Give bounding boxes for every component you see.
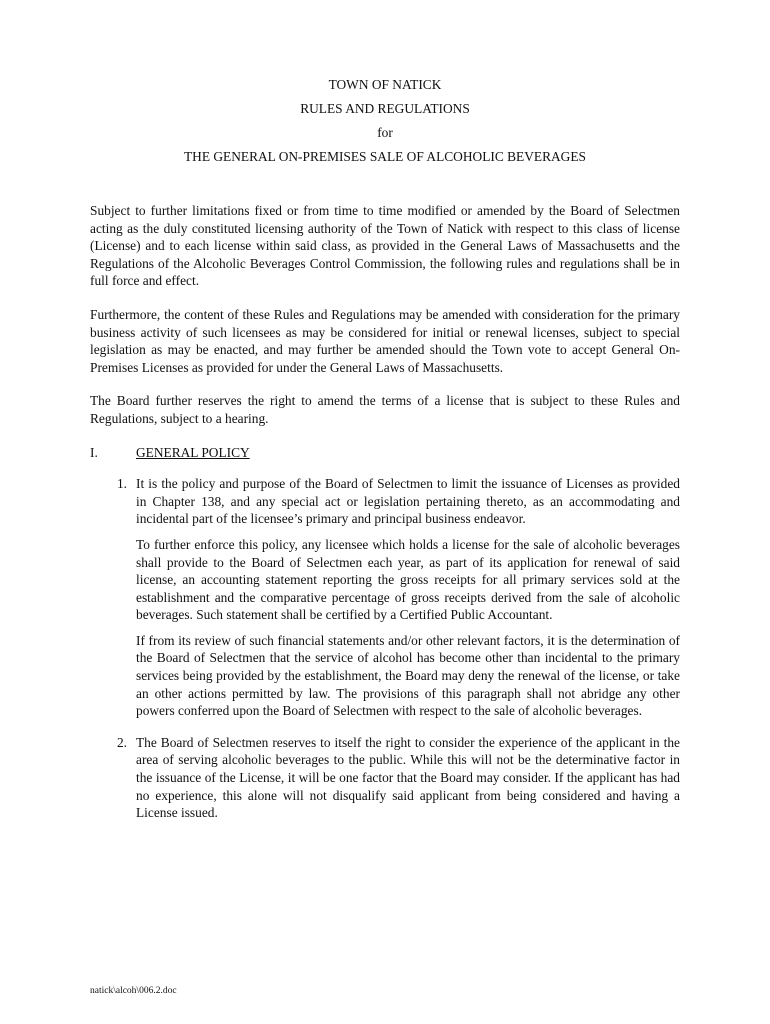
list-item-number: 2.: [116, 734, 127, 750]
list-item-paragraph: If from its review of such financial statements and/or other relevant factors, it is the determination of the Board of Selectmen that the service of alcohol has become other than incidental to the primary services being provided by the establishment, the Board may deny the renewal of the license, or take an other actions permitted by law. The provisions of this paragraph shall not abridge any other powers conferred upon the Board of Selectmen with respect to the sale of alcoholic beverages.: [136, 632, 680, 719]
section-number: I.: [90, 444, 98, 460]
list-item-paragraph: The Board of Selectmen reserves to itself the right to consider the experience of the applicant in the area of serving alcoholic beverages to the public. While this will not be the determinative factor in the issuance of the License, it will be one factor that the Board may consider. If the applicant has had no experience, this alone will not disqualify said applicant from being considered and having a License issued.: [136, 734, 680, 821]
list-item-body: [136, 475, 680, 728]
intro-paragraph-3: The Board further reserves the right to amend the terms of a license that is subject to these Rules and Regulations, subject to a hearing.: [90, 393, 680, 426]
title-subject: THE GENERAL ON-PREMISES SALE OF ALCOHOLIC BEVERAGES: [184, 149, 586, 164]
footer-filename: natick\alcoh\006.2.doc: [90, 986, 177, 996]
section-heading: [90, 444, 680, 462]
intro-paragraph-2: Furthermore, the content of these Rules and Regulations may be amended with consideration for the primary business activity of such licensees as may be considered for initial or renewal licenses, subject to special legislation as may be enacted, and may further be amended should the Town vote to accept General On-Premises Licenses as provided for under the General Laws of Massachusetts.: [90, 306, 680, 375]
document-body: [90, 202, 680, 836]
section-title: GENERAL POLICY: [136, 444, 250, 460]
document-title-block: [90, 76, 680, 164]
title-for: for: [377, 125, 393, 140]
list-item-number: 1.: [116, 476, 127, 492]
list-item-paragraph: It is the policy and purpose of the Board of Selectmen to limit the issuance of Licenses as provided in Chapter 138, and any special act or legislation pertaining thereto, as an accommodating and incidental part of the licensee’s primary and principal business endeavor.: [136, 476, 680, 527]
title-rules: RULES AND REGULATIONS: [300, 101, 470, 116]
list-item: [90, 475, 680, 728]
intro-paragraph-1: Subject to further limitations fixed or from time to time modified or amended by the Board of Selectmen acting as the duly constituted licensing authority of the Town of Natick with respect to this class of license (License) and to each license within said class, as provided in the General Laws of Massachusetts and the Regulations of the Alcoholic Beverages Control Commission, the following rules and regulations shall be in full force and effect.: [90, 203, 680, 289]
title-town: TOWN OF NATICK: [328, 77, 442, 92]
list-item: [90, 734, 680, 830]
list-item-body: [136, 734, 680, 830]
list-item-paragraph: To further enforce this policy, any licensee which holds a license for the sale of alcoholic beverages shall provide to the Board of Selectmen each year, as part of its application for renewal of said license, an accounting statement reporting the gross receipts for all primary services sold at the establishment and the comparative percentage of gross receipts derived from the sale of alcoholic beverages. Such statement shall be certified by a Certified Public Accountant.: [136, 536, 680, 623]
